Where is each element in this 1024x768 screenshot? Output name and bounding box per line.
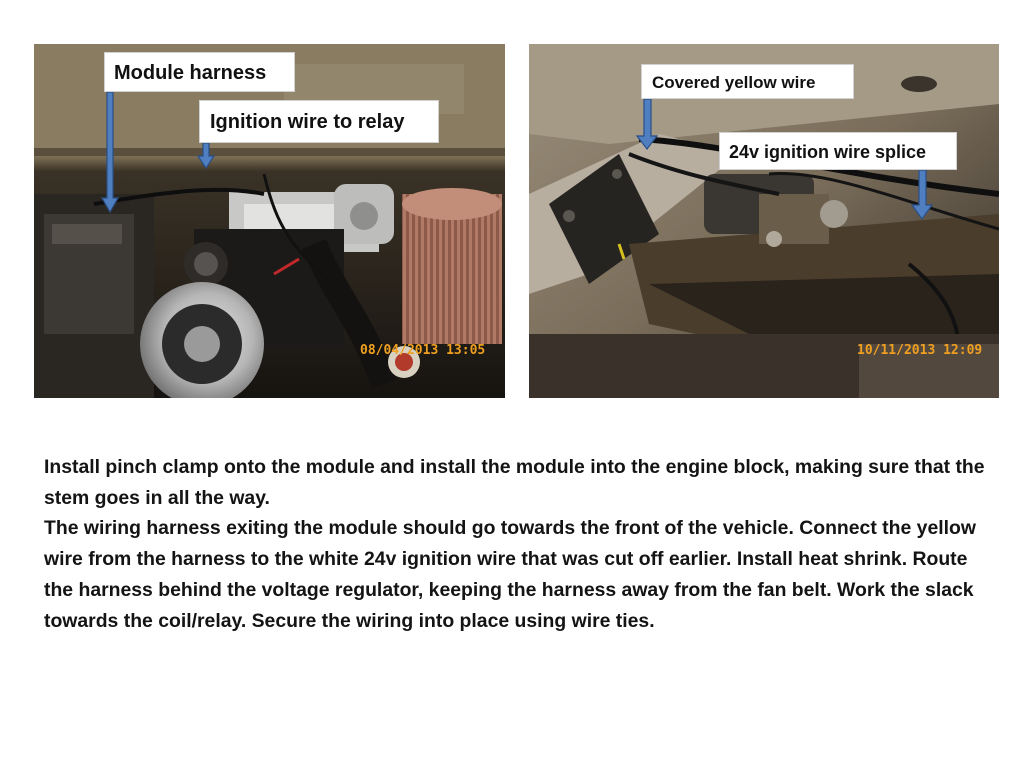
instructions-text	[44, 452, 994, 636]
instruction-paragraph-2: The wiring harness exiting the module should go towards the front of the vehicle. Connect the yellow wire from the harness to the white 24v ignition wire that was cut off earlier. Install heat shrink. Route the harness behind the voltage regulator, keeping the harness away from the fan belt. Work the slack towards the coil/relay. Secure the wiring into place using wire ties.	[44, 517, 976, 632]
date-stamp-right: 10/11/2013 12:09	[857, 343, 983, 358]
callout-24v-ignition-wire-splice: 24v ignition wire splice	[719, 132, 957, 170]
arrow-ignition-wire	[198, 143, 214, 168]
callout-ignition-wire-to-relay: Ignition wire to relay	[199, 100, 439, 143]
instruction-paragraph-1: Install pinch clamp onto the module and install the module into the engine block, making sure that the stem goes in all the way.	[44, 456, 985, 509]
arrow-module-harness	[102, 92, 118, 212]
date-stamp-left: 08/04/2013 13:05	[360, 343, 486, 358]
arrow-covered-yellow	[637, 99, 657, 149]
callout-covered-yellow-wire: Covered yellow wire	[641, 64, 854, 99]
arrow-splice	[912, 170, 932, 219]
callout-module-harness: Module harness	[104, 52, 295, 92]
